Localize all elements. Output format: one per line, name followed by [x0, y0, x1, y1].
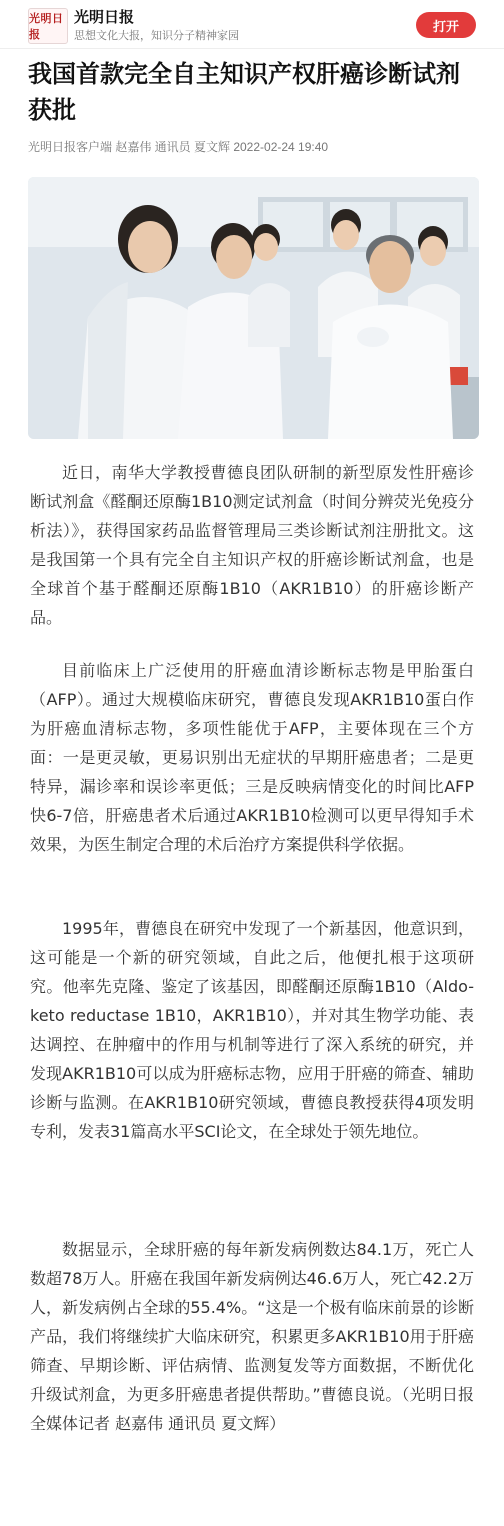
article-paragraph-1: 近日，南华大学教授曹德良团队研制的新型原发性肝癌诊断试剂盒《醛酮还原酶1B10测定试剂盒（时间分辨荧光免疫分析法）》，获得国家药品监督管理局三类诊断试剂注册批文。这是我国第一个具有完全自主知识产权的肝癌诊断试剂盒，也是全球首个基于醛酮还原酶1B10（AKR1B10）的肝癌诊断产品。	[30, 463, 474, 627]
brand-title: 光明日报	[74, 8, 135, 26]
app-header	[0, 0, 504, 49]
article-paragraph-3: 1995年，曹德良在研究中发现了一个新基因，他意识到，这可能是一个新的研究领域，自此之后，他便扎根于这项研究。他率先克隆、鉴定了该基因，即醛酮还原酶1B10（Aldo-keto reductase 1B10，AKR1B10），并对其生物学功能、表达调控、在肿瘤中的作用与机制等进行了深入系统的研究，并发现AKR1B10可以成为肝癌标志物，应用于肝癌的筛查、辅助诊断与监测。在AKR1B10研究领域，曹德良教授获得4项发明专利，发表31篇高水平SCI论文，在全球处于领先地位。	[30, 919, 474, 1141]
article-paragraph-2: 目前临床上广泛使用的肝癌血清诊断标志物是甲胎蛋白（AFP）。通过大规模临床研究，曹德良发现AKR1B10蛋白作为肝癌血清标志物，多项性能优于AFP，主要体现在三个方面：一是更灵敏，更易识别出无症状的早期肝癌患者；二是更特异，漏诊率和误诊率更低；三是反映病情变化的时间比AFP快6-7倍，肝癌患者术后通过AKR1B10检测可以更早得知手术效果，为医生制定合理的术后治疗方案提供科学依据。	[30, 661, 474, 854]
article-photo	[28, 177, 479, 439]
article-meta: 光明日报客户端 赵嘉伟 通讯员 夏文辉 2022-02-24 19:40	[28, 140, 329, 154]
article-paragraph-4: 数据显示，全球肝癌的每年新发病例数达84.1万，死亡人数超78万人。肝癌在我国年新发病例达46.6万人，死亡42.2万人，新发病例占全球的55.4%。“这是一个极有临床前景的诊断产品，我们将继续扩大临床研究，积累更多AKR1B10用于肝癌筛查、早期诊断、评估病情、监测复发等方面数据，不断优化升级试剂盒，为更多肝癌患者提供帮助。”曹德良说。（光明日报全媒体记者 赵嘉伟 通讯员 夏文辉）	[30, 1240, 474, 1433]
article-title: 我国首款完全自主知识产权肝癌诊断试剂获批	[28, 60, 460, 124]
open-app-button[interactable]: 打开	[416, 12, 476, 38]
brand-subtitle: 思想文化大报，知识分子精神家园	[74, 29, 239, 42]
guangming-daily-logo	[28, 8, 68, 44]
logo-text: 光明日报	[29, 12, 64, 41]
